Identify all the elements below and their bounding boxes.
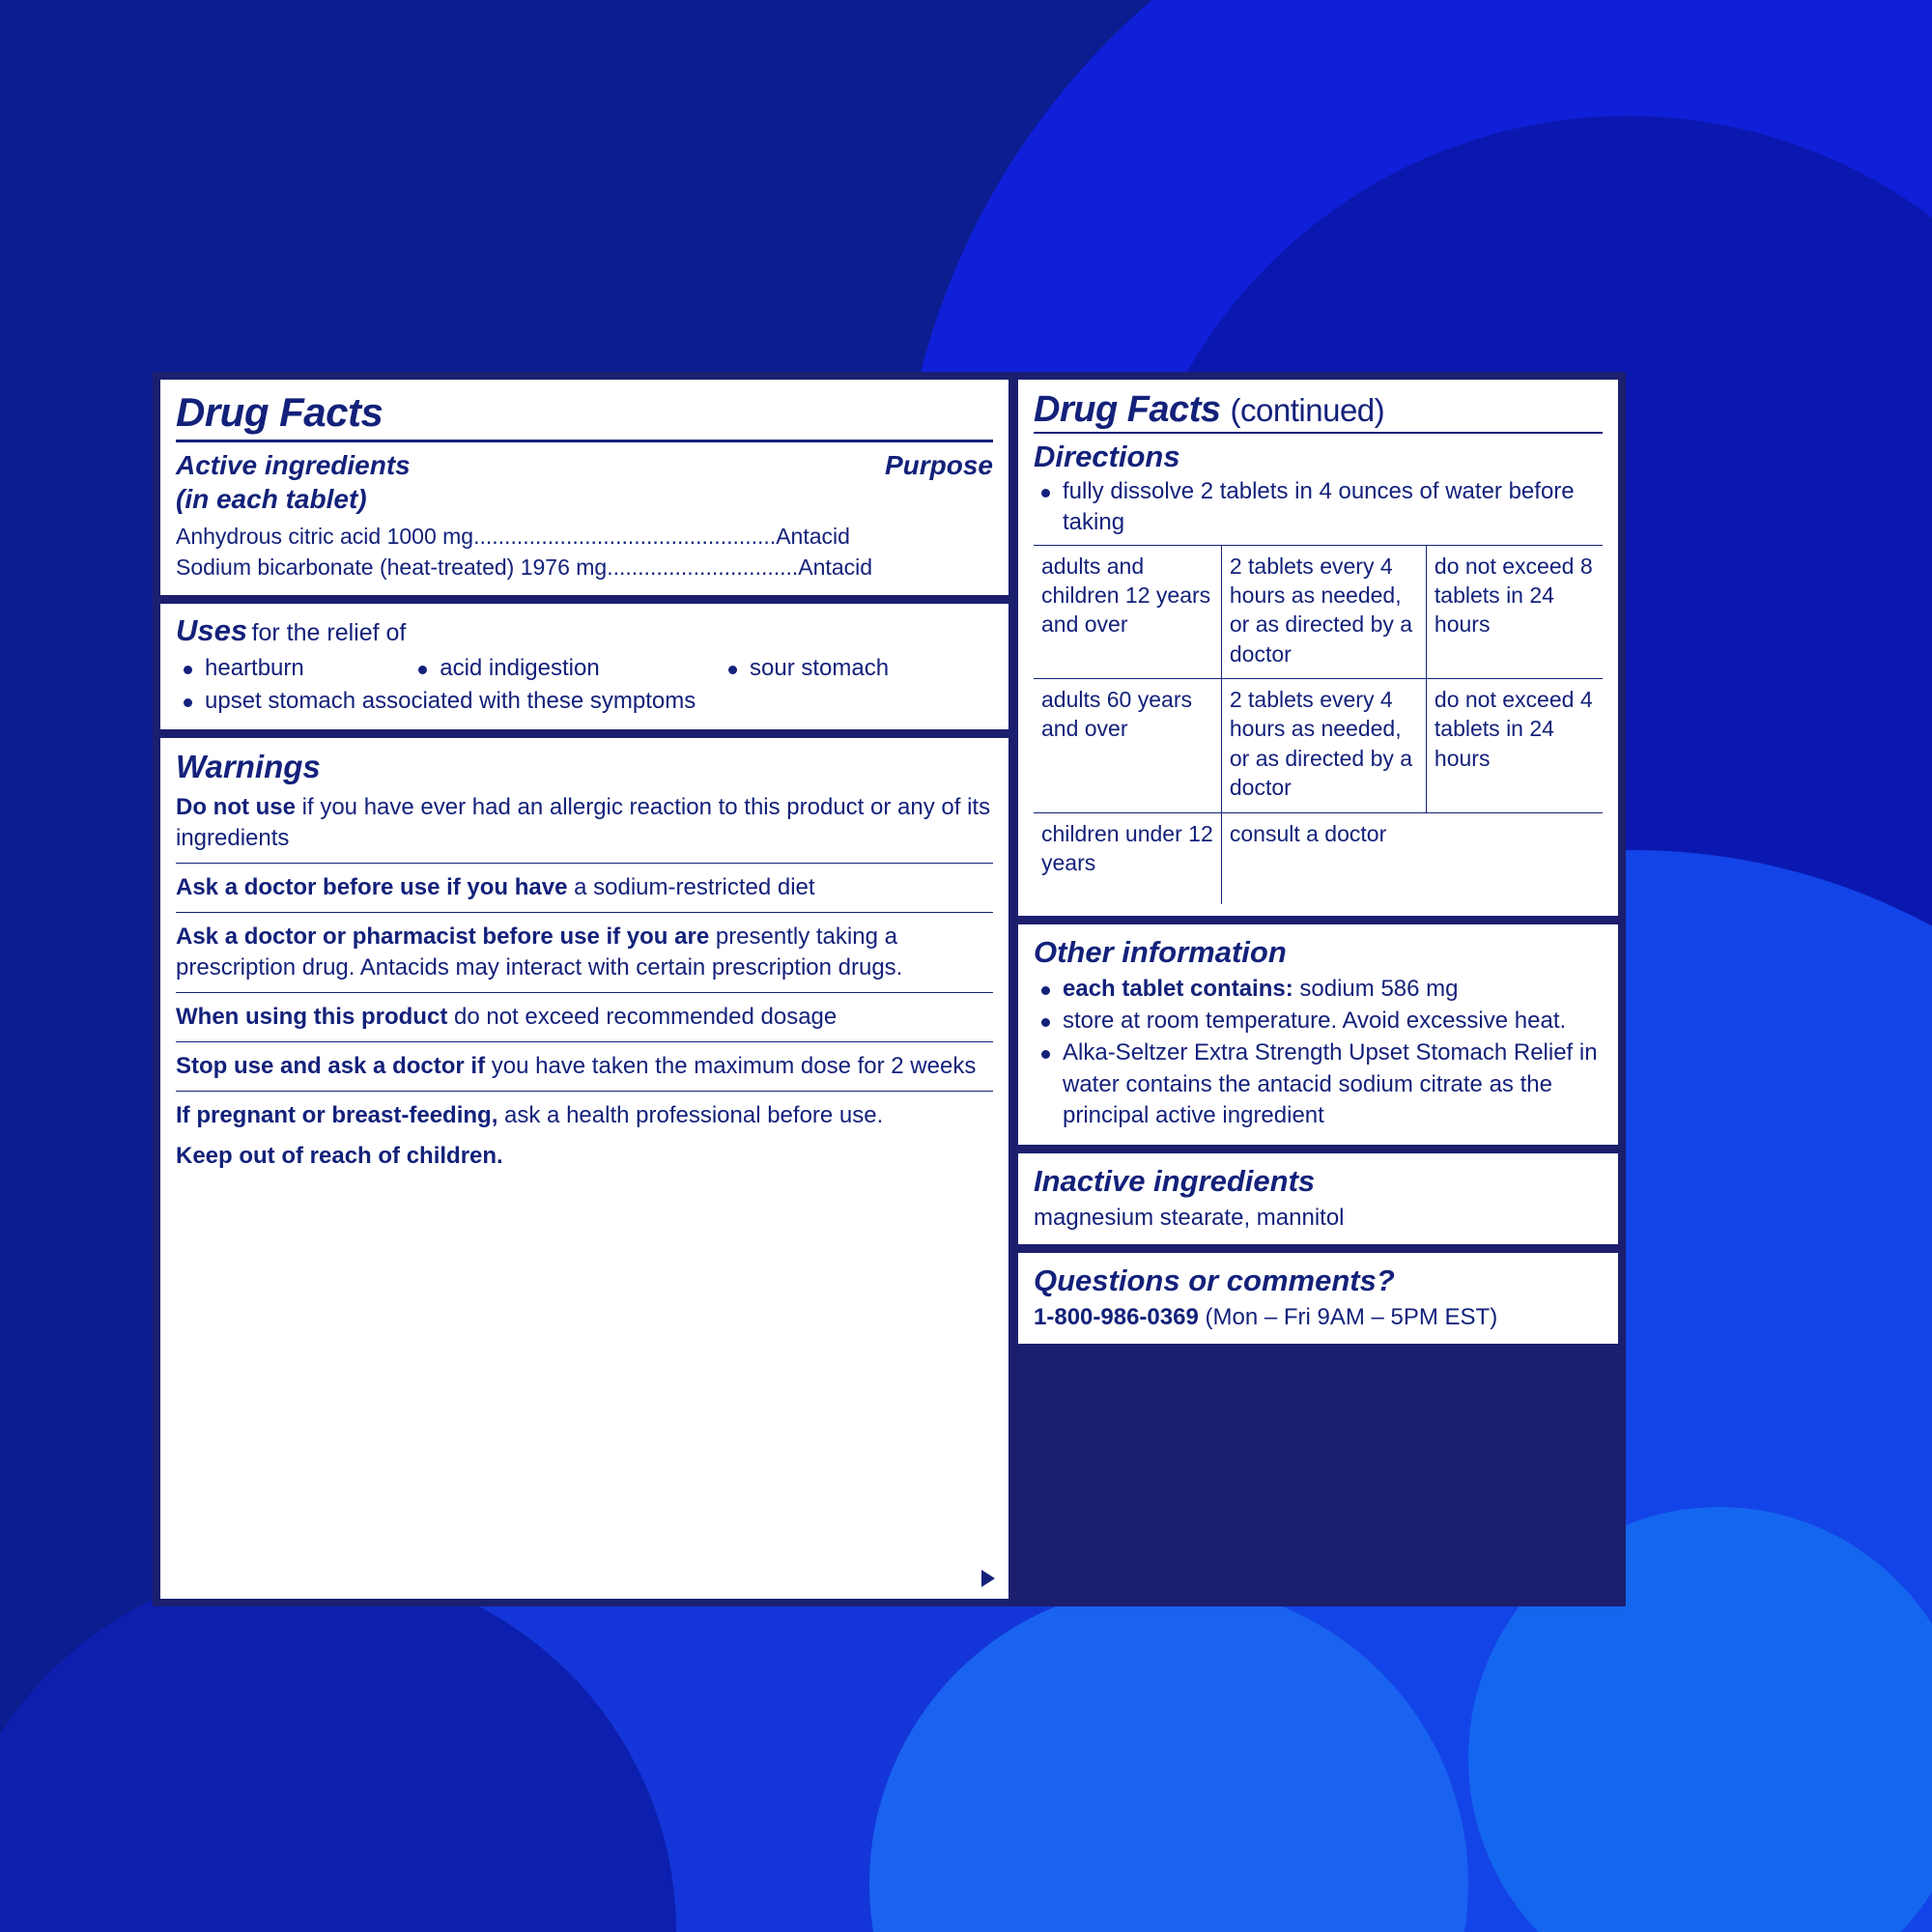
uses-heading: Uses: [176, 612, 248, 647]
warning-item: [176, 1002, 993, 1033]
list-item: store at room temperature. Avoid excessive heat.: [1034, 1006, 1603, 1037]
drug-facts-title: Drug Facts: [1034, 389, 1221, 430]
phone-hours: (Mon – Fri 9AM – 5PM EST): [1198, 1303, 1498, 1330]
warning-text: presently taking a prescription drug. Antacids may interact with certain prescription drugs.: [176, 923, 903, 980]
other-information-panel: [1018, 924, 1618, 1145]
uses-panel: [160, 604, 1009, 730]
item-text: sodium 586 mg: [1293, 975, 1459, 1002]
drug-facts-right-column: [1018, 380, 1618, 1599]
warning-item: [176, 792, 993, 854]
warning-text: you have taken the maximum dose for 2 weeks: [485, 1052, 977, 1079]
other-information-list: [1034, 974, 1603, 1132]
dosage-amount-cell: 2 tablets every 4 hours as needed, or as directed by a doctor: [1221, 679, 1426, 812]
questions-panel: [1018, 1253, 1618, 1344]
warning-label: Ask a doctor or pharmacist before use if you are: [176, 923, 710, 951]
warning-item: [176, 1051, 993, 1082]
inactive-ingredients-body: magnesium stearate, mannitol: [1034, 1204, 1345, 1231]
dosage-amount-cell: 2 tablets every 4 hours as needed, or as directed by a doctor: [1221, 545, 1426, 678]
warning-item: [176, 922, 993, 983]
purpose-heading: Purpose: [884, 450, 993, 481]
list-item: Alka-Seltzer Extra Strength Upset Stomach Relief in water contains the antacid sodium citrate as the principal active ingredient: [1034, 1037, 1603, 1131]
list-item: upset stomach associated with these symptoms: [176, 686, 993, 717]
warnings-panel: [160, 738, 1009, 1599]
directions-heading: Directions: [1034, 439, 1180, 473]
active-ingredients-header: [176, 448, 993, 516]
divider: [176, 440, 993, 442]
directions-panel: [1018, 380, 1618, 916]
warning-text: do not exceed recommended dosage: [447, 1003, 838, 1030]
divider: [176, 912, 993, 913]
divider: [1034, 432, 1603, 434]
drug-facts-label: [153, 372, 1626, 1606]
active-ingredients-panel: [160, 380, 1009, 595]
other-information-heading: Other information: [1034, 934, 1287, 969]
warning-text: a sodium-restricted diet: [567, 874, 815, 901]
list-item: fully dissolve 2 tablets in 4 ounces of water before taking: [1034, 476, 1603, 539]
warning-item: [176, 1141, 993, 1172]
uses-header: [176, 613, 993, 648]
dosage-group-cell: adults 60 years and over: [1034, 679, 1221, 812]
table-row: [1034, 812, 1603, 904]
warning-label: Stop use and ask a doctor if: [176, 1052, 486, 1079]
list-item: [1034, 974, 1603, 1005]
item-label: each tablet contains:: [1063, 975, 1293, 1002]
uses-list-row: [176, 652, 993, 685]
warning-label: Do not use: [176, 794, 296, 821]
active-ingredients-subheading: (in each tablet): [176, 484, 367, 515]
drug-facts-title: Drug Facts: [176, 389, 384, 435]
table-row: [1034, 679, 1603, 812]
dosage-table: [1034, 545, 1603, 904]
uses-subheading: for the relief of: [251, 618, 407, 646]
dosage-limit-cell: do not exceed 8 tablets in 24 hours: [1426, 545, 1603, 678]
inactive-ingredients-panel: [1018, 1153, 1618, 1244]
ingredient-line: Sodium bicarbonate (heat-treated) 1976 mg...............................Antacid: [176, 554, 873, 580]
warning-label: Ask a doctor before use if you have: [176, 874, 568, 901]
warning-label: Keep out of reach of children.: [176, 1142, 503, 1169]
list-item: acid indigestion: [411, 653, 721, 684]
warning-text: if you have ever had an allergic reaction to this product or any of its ingredients: [176, 794, 991, 852]
warning-label: If pregnant or breast-feeding,: [176, 1101, 498, 1128]
list-item: heartburn: [176, 653, 411, 684]
uses-list: [176, 686, 993, 717]
drug-facts-left-column: [160, 380, 1009, 1599]
dosage-group-cell: children under 12 years: [1034, 812, 1221, 904]
dosage-amount-cell: consult a doctor: [1221, 812, 1603, 904]
divider: [176, 992, 993, 993]
active-ingredients-heading: Active ingredients: [176, 450, 411, 481]
questions-body: [1034, 1302, 1603, 1332]
warning-item: [176, 872, 993, 903]
warning-label: When using this product: [176, 1003, 448, 1030]
warning-item: [176, 1100, 993, 1131]
questions-heading: Questions or comments?: [1034, 1263, 1395, 1297]
dosage-limit-cell: do not exceed 4 tablets in 24 hours: [1426, 679, 1603, 812]
directions-list: [1034, 476, 1603, 539]
warning-text: ask a health professional before use.: [497, 1101, 884, 1128]
continuation-arrow-icon: [981, 1570, 995, 1587]
divider: [176, 1041, 993, 1042]
divider: [176, 1091, 993, 1092]
divider: [176, 863, 993, 864]
inactive-ingredients-heading: Inactive ingredients: [1034, 1163, 1316, 1198]
warnings-heading: Warnings: [176, 749, 321, 785]
list-item: sour stomach: [721, 653, 993, 684]
phone-number[interactable]: 1-800-986-0369: [1034, 1303, 1199, 1330]
drug-facts-continued-title: [1034, 391, 1603, 430]
table-row: [1034, 545, 1603, 678]
continued-label: (continued): [1230, 392, 1385, 428]
dosage-group-cell: adults and children 12 years and over: [1034, 545, 1221, 678]
ingredient-line: Anhydrous citric acid 1000 mg.................................................Antacid: [176, 524, 850, 550]
